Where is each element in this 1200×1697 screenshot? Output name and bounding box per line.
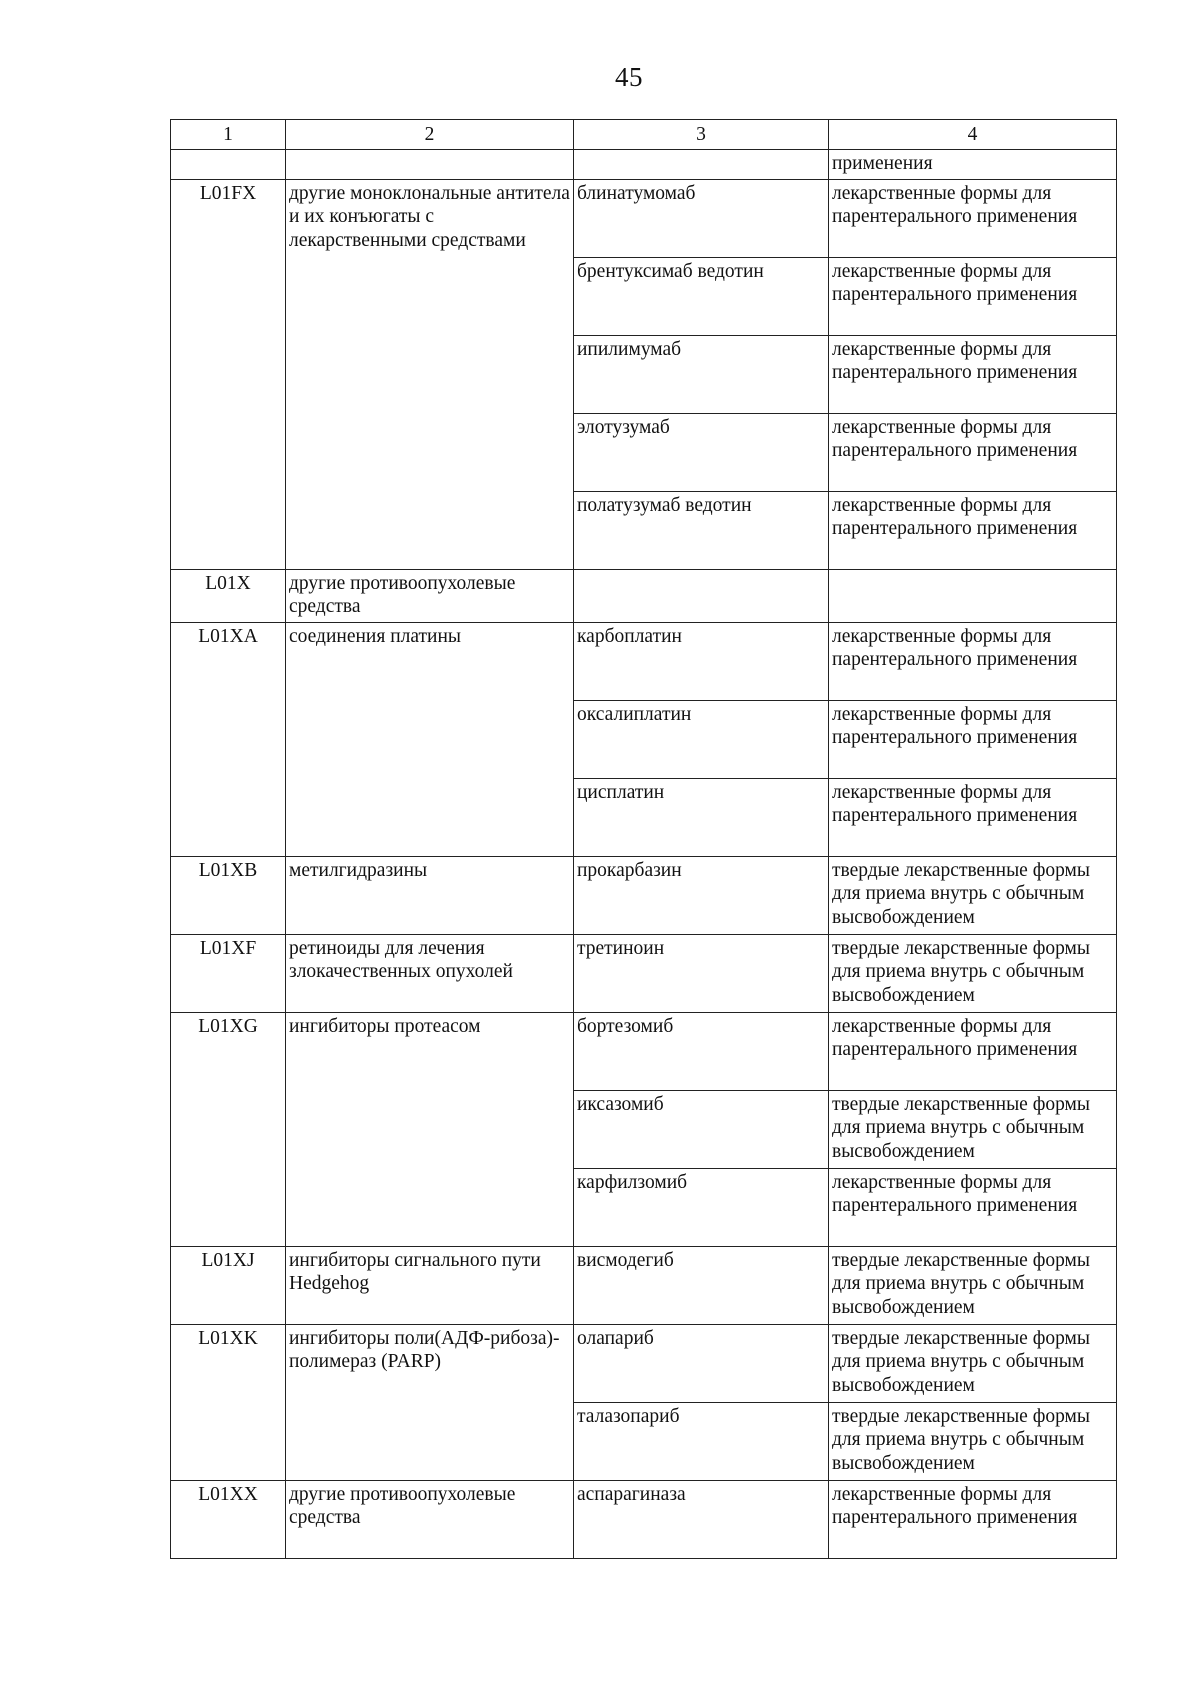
group-name-cell: ингибиторы сигнального пути Hedgehog — [286, 1246, 574, 1324]
dosage-form-cell: лекарственные формы для парентерального применения — [829, 1012, 1117, 1090]
table-row — [171, 856, 1117, 934]
drug-name-cell: ипилимумаб — [574, 335, 829, 413]
dosage-form-cell: лекарственные формы для парентерального применения — [829, 622, 1117, 700]
dosage-form-cell — [829, 569, 1117, 622]
drug-name-cell: брентуксимаб ведотин — [574, 257, 829, 335]
page-number: 45 — [615, 62, 643, 92]
drug-name-cell: цисплатин — [574, 778, 829, 856]
table-cell — [171, 150, 286, 180]
atc-code-cell: L01XG — [171, 1012, 286, 1246]
atc-code-cell: L01XA — [171, 622, 286, 856]
group-name-cell: другие противоопухолевые средства — [286, 569, 574, 622]
drug-name-cell — [574, 569, 829, 622]
drug-name-cell: висмодегиб — [574, 1246, 829, 1324]
column-header: 1 — [171, 120, 286, 150]
dosage-form-cell: твердые лекарственные формы для приема внутрь с обычным высвобождением — [829, 1324, 1117, 1402]
drug-name-cell: прокарбазин — [574, 856, 829, 934]
dosage-form-cell: лекарственные формы для парентерального применения — [829, 491, 1117, 569]
dosage-form-cell: лекарственные формы для парентерального применения — [829, 413, 1117, 491]
table-row — [171, 1012, 1117, 1090]
drug-name-cell: третиноин — [574, 934, 829, 1012]
table-row — [171, 1246, 1117, 1324]
dosage-form-cell: твердые лекарственные формы для приема внутрь с обычным высвобождением — [829, 934, 1117, 1012]
dosage-form-cell: твердые лекарственные формы для приема внутрь с обычным высвобождением — [829, 856, 1117, 934]
atc-code-cell: L01XK — [171, 1324, 286, 1480]
atc-code-cell: L01XF — [171, 934, 286, 1012]
atc-code-cell: L01XJ — [171, 1246, 286, 1324]
dosage-form-cell: лекарственные формы для парентерального применения — [829, 778, 1117, 856]
group-name-cell: соединения платины — [286, 622, 574, 856]
table-header-row — [171, 120, 1117, 150]
atc-code-cell: L01XX — [171, 1480, 286, 1558]
drug-name-cell: карбоплатин — [574, 622, 829, 700]
drug-name-cell: блинатумомаб — [574, 179, 829, 257]
table-cell — [574, 150, 829, 180]
table-row — [171, 1480, 1117, 1558]
column-header: 4 — [829, 120, 1117, 150]
dosage-form-cell: лекарственные формы для парентерального применения — [829, 1480, 1117, 1558]
table-row — [171, 1324, 1117, 1402]
drug-name-cell: аспарагиназа — [574, 1480, 829, 1558]
table-row — [171, 934, 1117, 1012]
table-cell — [286, 150, 574, 180]
dosage-form-cell: лекарственные формы для парентерального применения — [829, 700, 1117, 778]
dosage-form-cell: лекарственные формы для парентерального применения — [829, 335, 1117, 413]
dosage-form-cell: твердые лекарственные формы для приема внутрь с обычным высвобождением — [829, 1246, 1117, 1324]
group-name-cell: другие противоопухолевые средства — [286, 1480, 574, 1558]
atc-code-cell: L01X — [171, 569, 286, 622]
group-name-cell: ретиноиды для лечения злокачественных опухолей — [286, 934, 574, 1012]
table-row — [171, 622, 1117, 700]
drug-name-cell: иксазомиб — [574, 1090, 829, 1168]
atc-code-cell: L01XB — [171, 856, 286, 934]
group-name-cell: другие моноклональные антитела и их конъюгаты с лекарственными средствами — [286, 179, 574, 569]
continuation-row — [171, 150, 1117, 180]
group-name-cell: метилгидразины — [286, 856, 574, 934]
drug-table — [170, 119, 1117, 1559]
drug-name-cell: бортезомиб — [574, 1012, 829, 1090]
drug-name-cell: полатузумаб ведотин — [574, 491, 829, 569]
drug-name-cell: талазопариб — [574, 1402, 829, 1480]
dosage-form-cell: лекарственные формы для парентерального применения — [829, 179, 1117, 257]
drug-name-cell: элотузумаб — [574, 413, 829, 491]
dosage-form-cell: лекарственные формы для парентерального применения — [829, 1168, 1117, 1246]
drug-name-cell: оксалиплатин — [574, 700, 829, 778]
dosage-form-cell: твердые лекарственные формы для приема внутрь с обычным высвобождением — [829, 1402, 1117, 1480]
dosage-form-cell: лекарственные формы для парентерального применения — [829, 257, 1117, 335]
group-name-cell: ингибиторы поли(АДФ-рибоза)-полимераз (PARP) — [286, 1324, 574, 1480]
atc-code-cell: L01FX — [171, 179, 286, 569]
column-header: 3 — [574, 120, 829, 150]
column-header: 2 — [286, 120, 574, 150]
dosage-form-cell: твердые лекарственные формы для приема внутрь с обычным высвобождением — [829, 1090, 1117, 1168]
group-name-cell: ингибиторы протеасом — [286, 1012, 574, 1246]
table-row — [171, 179, 1117, 257]
table-row — [171, 569, 1117, 622]
drug-name-cell: олапариб — [574, 1324, 829, 1402]
drug-name-cell: карфилзомиб — [574, 1168, 829, 1246]
continuation-cell: применения — [829, 150, 1117, 180]
